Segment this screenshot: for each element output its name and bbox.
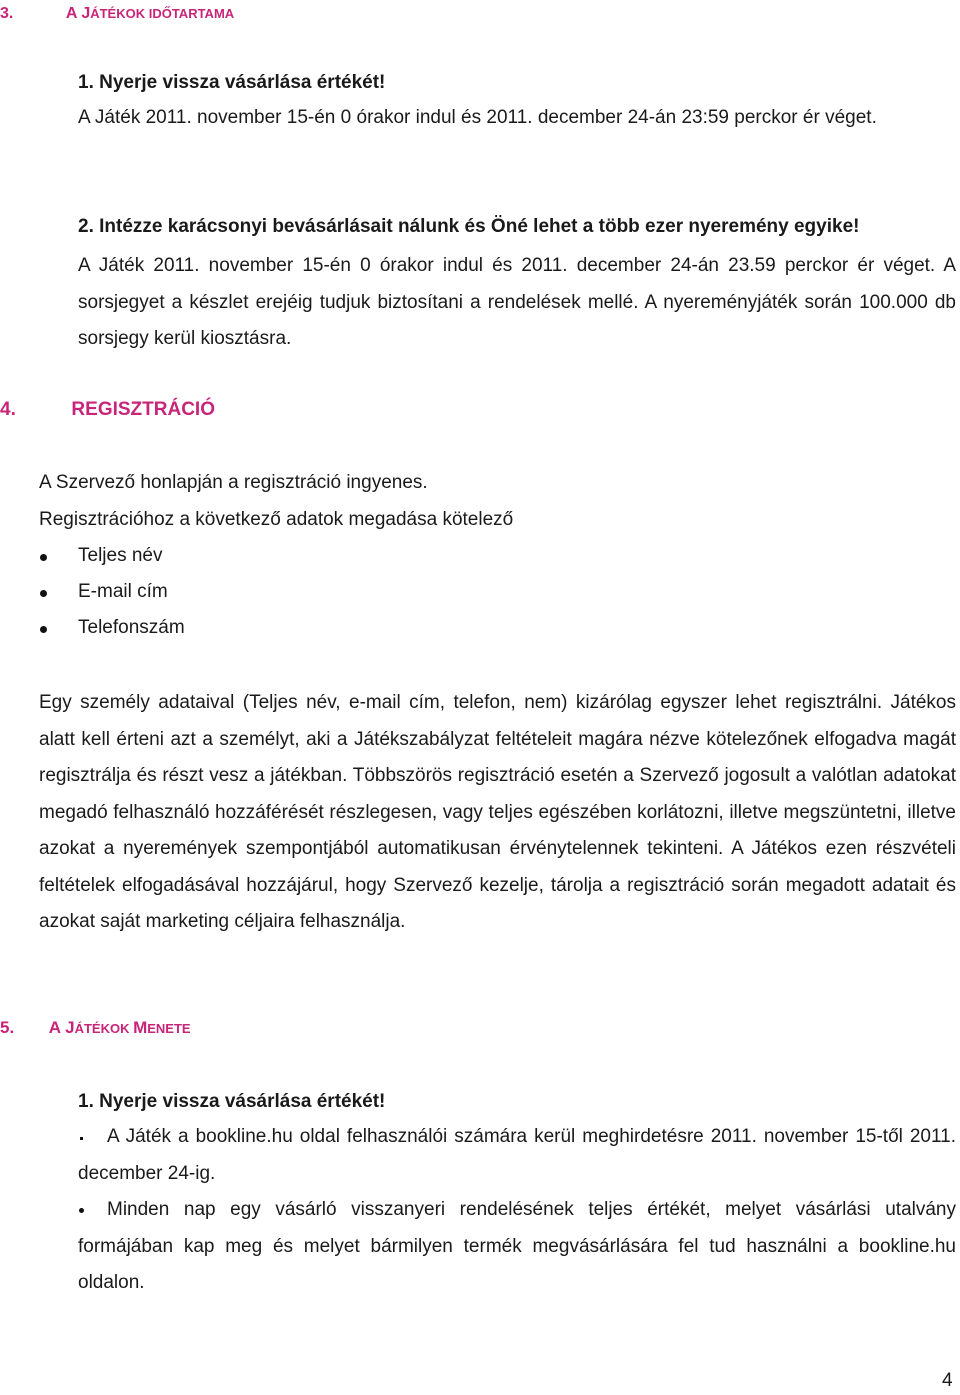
section-5-bullet-2: Minden nap egy vásárló visszanyeri rendelésének teljes értékét, melyet vásárlási utalvány formájában kap meg és melyet bármilyen termék megvásárlására fel tud használni a bookline.hu oldalon. bbox=[78, 1199, 956, 1293]
section-5-title-a: A J bbox=[48, 1018, 75, 1037]
section-5-title-b: ÁTÉKOK bbox=[74, 1021, 134, 1036]
field-item: Teljes név bbox=[78, 545, 163, 566]
field-item: Telefonszám bbox=[78, 617, 185, 638]
section-4-body: Egy személy adataival (Teljes név, e-mail cím, telefon, nem) kizárólag egyszer lehet regisztrálni. Játékos alatt kell érteni azt a személyt, aki a Játékszabályzat feltételeit magára nézve kötelezőnek elfogadva magát regisztrálja és részt vesz a játékban. Többszörös regisztráció esetén a Szervező jogosult a valótlan adatokat megadó felhasználó hozzáférését részlegesen, vagy teljes egészében korlátozni, illetve megszüntetni, illetve azokat a nyeremények szempontjából automatikusan érvénytelennek tekinteni. A Játékos ezen részvételi feltételek elfogadásával hozzájárul, hogy Szervező kezelje, tárolja a regisztráció során megadott adatait és azokat saját marketing céljaira felhasználja. bbox=[39, 692, 956, 932]
section-3-item-1-heading: 1. Nyerje vissza vásárlása értékét! bbox=[78, 72, 386, 93]
section-4-intro-1: A Szervező honlapján a regisztráció ingyenes. bbox=[39, 472, 428, 493]
section-3-number: 3. bbox=[0, 5, 14, 22]
section-3-item-2-text: A Játék 2011. november 15-én 0 órakor indul és 2011. december 24-án 23.59 perckor ér véget. A sorsjegyet a készlet erejéig tudjuk biztosítani a rendelések mellé. A nyereményjáték során 100.000 db sorsjegy kerül kiosztásra. bbox=[78, 255, 956, 349]
section-3-item-1-text: A Játék 2011. november 15-én 0 órakor indul és 2011. december 24-án 23:59 perckor ér véget. bbox=[78, 107, 877, 128]
section-5-item-heading: 1. Nyerje vissza vásárlása értékét! bbox=[78, 1091, 386, 1112]
page-number: 4 bbox=[942, 1370, 953, 1391]
section-5-title-c: M bbox=[133, 1018, 148, 1037]
section-5-bullet-1: A Játék a bookline.hu oldal felhasználói számára kerül meghirdetésre 2011. november 15-től 2011. december 24-ig. bbox=[78, 1126, 956, 1184]
section-5-number: 5. bbox=[0, 1018, 15, 1037]
section-4-heading bbox=[0, 399, 215, 421]
section-4-title: REGISZTRÁCIÓ bbox=[71, 399, 215, 420]
bullet-icon bbox=[40, 590, 47, 597]
section-4-intro-2: Regisztrációhoz a következő adatok megadása kötelező bbox=[39, 509, 514, 530]
section-4-number: 4. bbox=[0, 399, 16, 420]
section-3-title-first: A J bbox=[65, 5, 91, 22]
section-5-heading bbox=[0, 1017, 191, 1039]
section-5-title-d: ENETE bbox=[147, 1021, 191, 1036]
section-3-heading bbox=[0, 2, 234, 24]
bullet-icon bbox=[40, 626, 47, 633]
section-3-item-2-heading: 2. Intézze karácsonyi bevásárlásait nálunk és Öné lehet a több ezer nyeremény egyike! bbox=[78, 216, 860, 237]
section-3-title-rest: ÁTÉKOK IDŐTARTAMA bbox=[90, 6, 235, 21]
bullet-icon bbox=[40, 554, 47, 561]
field-item: E-mail cím bbox=[78, 581, 168, 602]
